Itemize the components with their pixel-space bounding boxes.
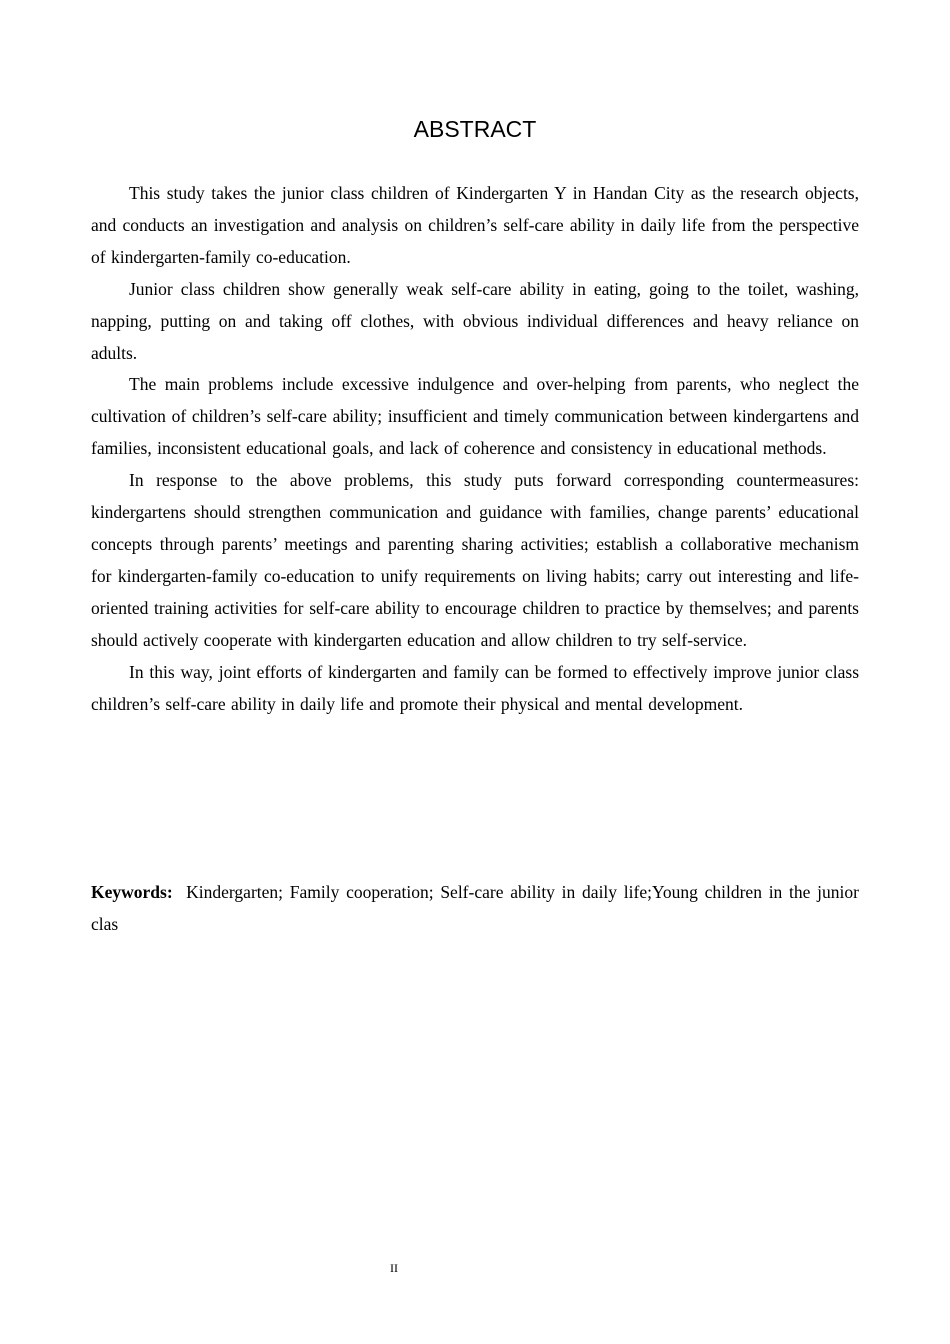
abstract-paragraph-1: This study takes the junior class children of Kindergarten Y in Handan City as the research objects, and conducts an investigation and analysis on children’s self-care ability in daily life from the perspective of kindergarten-family co-education.	[91, 183, 859, 267]
keywords-label: Keywords:	[91, 882, 173, 902]
abstract-paragraph-5: In this way, joint efforts of kindergarten and family can be formed to effectively improve junior class children’s self-care ability in daily life and promote their physical and mental development.	[91, 661, 859, 714]
keywords-line	[91, 877, 859, 941]
abstract-title: ABSTRACT	[413, 116, 537, 142]
page-number: II	[390, 1261, 398, 1275]
abstract-paragraph-2: Junior class children show generally weak self-care ability in eating, going to the toilet, washing, napping, putting on and taking off clothes, with obvious individual differences and heavy reliance on adults.	[91, 278, 859, 363]
abstract-paragraph-3: The main problems include excessive indulgence and over-helping from parents, who neglect the cultivation of children’s self-care ability; insufficient and timely communication between kindergartens and families, inconsistent educational goals, and lack of coherence and consistency in educational methods.	[91, 374, 859, 459]
keywords-text: Kindergarten; Family cooperation; Self-care ability in daily life;Young children in the junior clas	[91, 882, 859, 934]
abstract-paragraph-4: In response to the above problems, this study puts forward corresponding countermeasures: kindergartens should strengthen communication and guidance with families, change parents’ educational concepts through parents’ meetings and parenting sharing activities; establish a collaborative mechanism for kindergarten-family co-education to unify requirements on living habits; carry out interesting and life-oriented training activities for self-care ability to encourage children to practice by themselves; and parents should actively cooperate with kindergarten education and allow children to try self-service.	[91, 470, 859, 650]
abstract-body	[91, 178, 859, 720]
